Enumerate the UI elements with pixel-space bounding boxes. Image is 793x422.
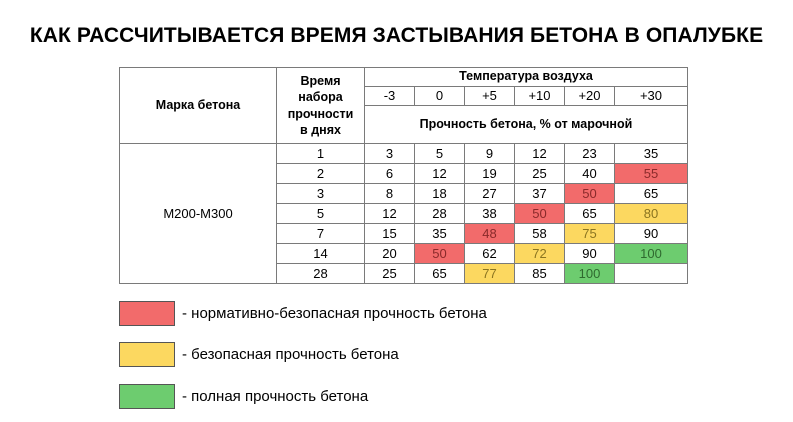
days-header	[277, 68, 365, 144]
table-row	[120, 144, 688, 164]
legend-swatch-red	[119, 301, 175, 326]
legend-swatch-green	[119, 384, 175, 409]
strength-cell: 37	[515, 184, 565, 204]
strength-cell: 35	[415, 224, 465, 244]
strength-cell: 90	[565, 244, 615, 264]
strength-cell	[615, 264, 688, 284]
strength-cell: 48	[465, 224, 515, 244]
legend-label: - нормативно-безопасная прочность бетона	[182, 305, 487, 322]
strength-cell: 62	[465, 244, 515, 264]
day-cell: 14	[277, 244, 365, 264]
day-cell: 3	[277, 184, 365, 204]
temperature-cell: -3	[365, 87, 415, 106]
legend-item-red	[119, 301, 487, 326]
day-cell: 28	[277, 264, 365, 284]
strength-cell: 18	[415, 184, 465, 204]
temperature-cell: +10	[515, 87, 565, 106]
strength-cell: 65	[565, 204, 615, 224]
strength-cell: 72	[515, 244, 565, 264]
strength-cell: 20	[365, 244, 415, 264]
concrete-curing-table	[119, 67, 688, 284]
strength-cell: 28	[415, 204, 465, 224]
day-cell: 1	[277, 144, 365, 164]
strength-cell: 65	[415, 264, 465, 284]
day-cell: 7	[277, 224, 365, 244]
temperature-cell: +30	[615, 87, 688, 106]
temperature-cell: +5	[465, 87, 515, 106]
days-header-line: набора	[298, 90, 343, 105]
strength-cell: 100	[565, 264, 615, 284]
strength-cell: 100	[615, 244, 688, 264]
page-title: КАК РАССЧИТЫВАЕТСЯ ВРЕМЯ ЗАСТЫВАНИЯ БЕТОНА В ОПАЛУБКЕ	[29, 24, 764, 47]
strength-cell: 9	[465, 144, 515, 164]
day-cell: 5	[277, 204, 365, 224]
strength-cell: 35	[615, 144, 688, 164]
day-cell: 2	[277, 164, 365, 184]
strength-cell: 65	[615, 184, 688, 204]
strength-cell: 38	[465, 204, 515, 224]
strength-cell: 90	[615, 224, 688, 244]
strength-cell: 12	[365, 204, 415, 224]
strength-cell: 15	[365, 224, 415, 244]
days-header-line: Время	[300, 74, 341, 88]
strength-cell: 40	[565, 164, 615, 184]
strength-cell: 75	[565, 224, 615, 244]
strength-cell: 55	[615, 164, 688, 184]
strength-cell: 12	[415, 164, 465, 184]
strength-cell: 77	[465, 264, 515, 284]
temperature-cell: 0	[415, 87, 465, 106]
legend-item-yellow	[119, 342, 399, 367]
strength-cell: 3	[365, 144, 415, 164]
strength-cell: 85	[515, 264, 565, 284]
strength-cell: 8	[365, 184, 415, 204]
days-header-line: в днях	[300, 122, 341, 137]
strength-cell: 23	[565, 144, 615, 164]
strength-cell: 12	[515, 144, 565, 164]
strength-cell: 5	[415, 144, 465, 164]
legend-label: - безопасная прочность бетона	[182, 346, 399, 363]
strength-cell: 25	[515, 164, 565, 184]
strength-cell: 58	[515, 224, 565, 244]
strength-header: Прочность бетона, % от марочной	[365, 106, 688, 144]
brand-cell: М200-М300	[120, 144, 277, 284]
strength-cell: 6	[365, 164, 415, 184]
legend-swatch-yellow	[119, 342, 175, 367]
strength-cell: 50	[565, 184, 615, 204]
legend-label: - полная прочность бетона	[182, 388, 369, 405]
strength-cell: 27	[465, 184, 515, 204]
temperature-cell: +20	[565, 87, 615, 106]
strength-cell: 25	[365, 264, 415, 284]
temperature-header: Температура воздуха	[365, 68, 688, 87]
strength-cell: 50	[515, 204, 565, 224]
legend-item-green	[119, 384, 368, 409]
strength-cell: 50	[415, 244, 465, 264]
strength-cell: 80	[615, 204, 688, 224]
days-header-line: прочности	[287, 106, 354, 121]
brand-header: Марка бетона	[120, 68, 277, 144]
strength-cell: 19	[465, 164, 515, 184]
